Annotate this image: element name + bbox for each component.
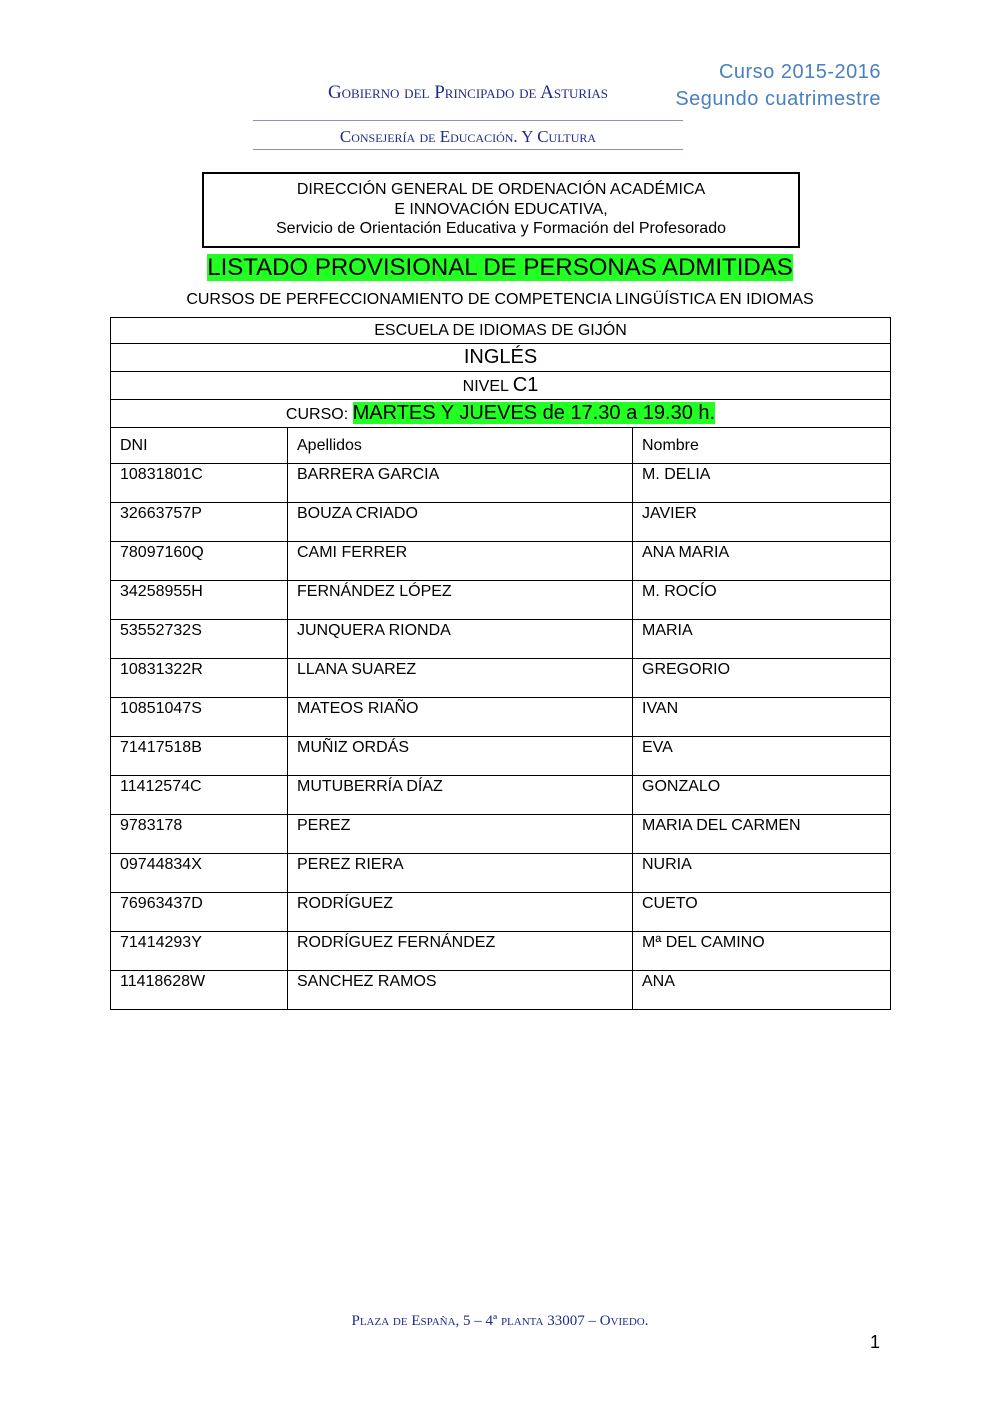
table-cell: GONZALO [633, 776, 891, 815]
page-number: 1 [870, 1332, 881, 1352]
table-row [111, 893, 891, 932]
course-cell [111, 400, 891, 428]
table-row [111, 464, 891, 503]
table-cell: PEREZ [288, 815, 633, 854]
table-cell: 9783178 [111, 815, 288, 854]
table-cell: MARIA [633, 620, 891, 659]
column-header: Apellidos [288, 428, 633, 464]
table-cell: 10831322R [111, 659, 288, 698]
table-row [111, 932, 891, 971]
table-cell: 10831801C [111, 464, 288, 503]
box-line: E INNOVACIÓN EDUCATIVA, [394, 200, 608, 218]
course-year: Curso 2015-2016 [718, 61, 881, 83]
table-cell: 11418628W [111, 971, 288, 1010]
table-row [111, 581, 891, 620]
language-cell: INGLÉS [111, 344, 891, 372]
table-row [111, 659, 891, 698]
semester: Segundo cuatrimestre [675, 88, 881, 110]
header-divider [253, 120, 683, 121]
table-cell: JAVIER [633, 503, 891, 542]
table-cell: PEREZ RIERA [288, 854, 633, 893]
table-cell: IVAN [633, 698, 891, 737]
gobierno-heading: Gobierno del Principado de Asturias [327, 82, 609, 103]
level-label: NIVEL [462, 378, 509, 395]
table-cell: M. ROCÍO [633, 581, 891, 620]
table-cell: BARRERA GARCIA [288, 464, 633, 503]
page-title [0, 254, 1000, 282]
table-cell: RODRÍGUEZ [288, 893, 633, 932]
table-cell: 10851047S [111, 698, 288, 737]
footer-address: Plaza de España, 5 – 4ª planta 33007 – Oviedo. [351, 1313, 649, 1329]
table-cell: ANA MARIA [633, 542, 891, 581]
admitted-table [110, 317, 891, 1010]
table-cell: SANCHEZ RAMOS [288, 971, 633, 1010]
table-row [111, 542, 891, 581]
table-cell: 11412574C [111, 776, 288, 815]
table-cell: GREGORIO [633, 659, 891, 698]
title-text: LISTADO PROVISIONAL DE PERSONAS ADMITIDAS [207, 254, 793, 281]
column-header: Nombre [633, 428, 891, 464]
table-row [111, 971, 891, 1010]
table-cell: CUETO [633, 893, 891, 932]
header-divider [253, 149, 683, 150]
column-header: DNI [111, 428, 288, 464]
table-row [111, 737, 891, 776]
table-cell: 76963437D [111, 893, 288, 932]
school-cell: ESCUELA DE IDIOMAS DE GIJÓN [111, 318, 891, 344]
table-cell: MATEOS RIAÑO [288, 698, 633, 737]
table-cell: BOUZA CRIADO [288, 503, 633, 542]
direction-box [202, 172, 800, 248]
table-cell: CAMI FERRER [288, 542, 633, 581]
level-value: C1 [512, 374, 539, 396]
table-cell: EVA [633, 737, 891, 776]
table-cell: 78097160Q [111, 542, 288, 581]
table-cell: ANA [633, 971, 891, 1010]
course-label: CURSO: [285, 406, 349, 423]
table-row [111, 815, 891, 854]
table-cell: MUÑIZ ORDÁS [288, 737, 633, 776]
box-line: Servicio de Orientación Educativa y Formación del Profesorado [276, 220, 726, 237]
table-row [111, 620, 891, 659]
table-cell: LLANA SUAREZ [288, 659, 633, 698]
table-cell: JUNQUERA RIONDA [288, 620, 633, 659]
table-cell: M. DELIA [633, 464, 891, 503]
box-line: DIRECCIÓN GENERAL DE ORDENACIÓN ACADÉMICA [296, 181, 706, 198]
table-cell: MUTUBERRÍA DÍAZ [288, 776, 633, 815]
table-cell: NURIA [633, 854, 891, 893]
table-cell: FERNÁNDEZ LÓPEZ [288, 581, 633, 620]
table-row [111, 503, 891, 542]
table-row [111, 698, 891, 737]
table-cell: MARIA DEL CARMEN [633, 815, 891, 854]
level-cell [111, 372, 891, 400]
table-row [111, 854, 891, 893]
consejeria-heading: Consejería de Educación. Y Cultura [339, 127, 597, 146]
table-cell: 71417518B [111, 737, 288, 776]
table-cell: 32663757P [111, 503, 288, 542]
table-cell: Mª DEL CAMINO [633, 932, 891, 971]
table-cell: 34258955H [111, 581, 288, 620]
table-row [111, 776, 891, 815]
table-cell: 53552732S [111, 620, 288, 659]
course-schedule: MARTES Y JUEVES de 17.30 a 19.30 h. [352, 402, 716, 424]
table-cell: RODRÍGUEZ FERNÁNDEZ [288, 932, 633, 971]
subtitle: CURSOS DE PERFECCIONAMIENTO DE COMPETENCIA LINGÜÍSTICA EN IDIOMAS [186, 291, 814, 308]
table-cell: 09744834X [111, 854, 288, 893]
table-cell: 71414293Y [111, 932, 288, 971]
